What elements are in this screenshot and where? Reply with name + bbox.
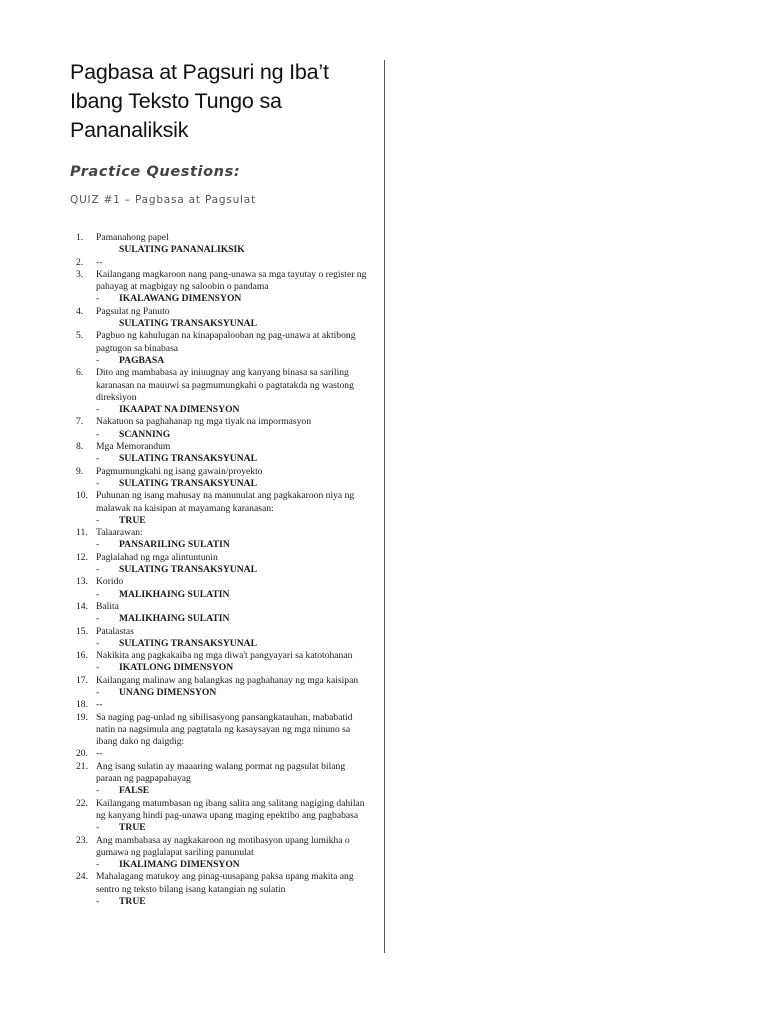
question-number: 20. (76, 748, 88, 760)
question-item (76, 675, 372, 700)
question-text: Korido (96, 576, 124, 588)
answer-dash: - (96, 686, 100, 698)
answer-line (96, 404, 372, 416)
answer-line (96, 687, 372, 699)
question-text: Sa naging pag-unlad ng sibilisasyong pansangkatauhan, mababatid natin na nagsimula ang pagtatala ng kasaysayan ng mga ninuno sa ibang dako ng daigdig: (96, 711, 353, 748)
practice-heading: Practice Questions: (70, 164, 241, 180)
question-text: Dito ang mambabasa ay iniuugnay ang kanyang binasa sa sariling karanasan na mauuwi sa pagmumungkahi o pagtatakda ng wastong direksiyon (96, 367, 354, 403)
answer-text: SULATING TRANSAKSYUNAL (119, 318, 257, 330)
question-item (76, 232, 372, 257)
question-text: Mga Memorandum (96, 441, 171, 453)
question-text: Nakikita ang pagkakaiba ng mga diwa't pangyayari sa katotohanan (96, 650, 353, 662)
answer-text: SULATING TRANSAKSYUNAL (119, 637, 257, 649)
answer-line (96, 515, 372, 527)
answer-line (96, 355, 372, 367)
answer-dash: - (96, 896, 100, 908)
question-item (76, 330, 372, 367)
question-number: 7. (76, 416, 84, 428)
question-item (76, 306, 372, 331)
answer-text: TRUE (119, 822, 146, 834)
answer-line (96, 822, 372, 834)
answer-line (96, 539, 372, 551)
answer-text: SULATING TRANSAKSYUNAL (119, 477, 257, 489)
answer-dash: - (96, 662, 100, 674)
question-item (76, 367, 372, 416)
answer-text: PANSARILING SULATIN (119, 539, 230, 551)
answer-line (96, 244, 372, 256)
answer-text: IKALIMANG DIMENSYON (119, 859, 240, 871)
question-text: Pagmumungkahi ng isang gawain/proyekto (96, 465, 263, 477)
answer-line (96, 293, 372, 305)
question-number: 14. (76, 600, 88, 612)
question-number: 12. (76, 551, 88, 563)
question-number: 9. (76, 465, 84, 477)
column-divider (384, 60, 385, 953)
answer-dash: - (96, 613, 100, 625)
question-text: Pagsulat ng Panuto (96, 305, 170, 317)
question-number: 6. (76, 367, 84, 379)
question-item (76, 257, 372, 269)
answer-text: SCANNING (119, 428, 171, 440)
question-text: Puhunan ng isang mahusay na manunulat ang pagkakaroon niya ng malawak na kaisipan at mayamang karanasan: (96, 490, 355, 514)
quiz1-list (76, 232, 372, 908)
quiz1-heading: QUIZ #1 – Pagbasa at Pagsulat (70, 194, 256, 206)
answer-text: IKALAWANG DIMENSYON (119, 293, 242, 305)
answer-dash: - (96, 514, 100, 526)
answer-text: IKATLONG DIMENSYON (119, 662, 234, 674)
question-item (76, 576, 372, 601)
question-text: Pagbuo ng kahulugan na kinapapalooban ng pag-unawa at aktibong pagtugon sa binabasa (96, 330, 356, 354)
answer-text: PAGBASA (119, 354, 165, 366)
answer-text: SULATING TRANSAKSYUNAL (119, 453, 257, 465)
answer-line (96, 638, 372, 650)
question-number: 8. (76, 441, 84, 453)
question-item (76, 441, 372, 466)
answer-line (96, 318, 372, 330)
answer-line (96, 453, 372, 465)
question-item (76, 601, 372, 626)
answer-line (96, 429, 372, 441)
question-text: Kailangang magkaroon nang pang-unawa sa mga tayutay o register ng pahayag at magbigay ng saloobin o pandama (96, 268, 367, 293)
question-number: 22. (76, 797, 88, 809)
answer-line (96, 589, 372, 601)
question-number: 4. (76, 305, 84, 317)
question-item (76, 416, 372, 441)
question-item (76, 626, 372, 651)
question-number: 19. (76, 711, 88, 723)
answer-text: TRUE (119, 514, 146, 526)
question-item (76, 835, 372, 872)
question-number: 21. (76, 760, 88, 772)
question-item (76, 269, 372, 306)
answer-dash: - (96, 822, 100, 834)
answer-dash: - (96, 453, 100, 465)
question-number: 16. (76, 650, 88, 662)
question-number: 11. (76, 527, 88, 539)
answer-dash: - (96, 785, 100, 797)
question-number: 3. (76, 268, 84, 280)
question-number: 23. (76, 834, 88, 846)
question-item (76, 761, 372, 798)
question-text: Balita (96, 600, 119, 612)
answer-dash: - (96, 354, 100, 366)
answer-dash: - (96, 293, 100, 305)
question-number: 5. (76, 330, 84, 342)
question-item (76, 552, 372, 577)
answer-text: UNANG DIMENSYON (119, 686, 217, 698)
answer-line (96, 564, 372, 576)
question-number: 13. (76, 576, 88, 588)
answer-text: SULATING TRANSAKSYUNAL (119, 564, 257, 576)
answer-dash: - (96, 588, 100, 600)
question-item (76, 699, 372, 711)
answer-dash: - (96, 428, 100, 440)
question-item (76, 871, 372, 908)
question-text: Kailangang malinaw ang balangkas ng paghahanay ng mga kaisipan (96, 674, 359, 686)
question-text: Paglalahad ng mga alintuntunin (96, 551, 218, 563)
question-number: 15. (76, 625, 88, 637)
question-item (76, 490, 372, 527)
question-text: Talaarawan: (96, 527, 143, 539)
question-item (76, 712, 372, 749)
question-number: 1. (76, 232, 84, 243)
question-text: Kailangang matumbasan ng ibang salita ang salitang nagiging dahilan ng kanyang hindi pag-unawa upang maging epektibo ang pagbabasa (96, 797, 365, 821)
question-number: 2. (76, 256, 84, 268)
answer-line (96, 478, 372, 490)
question-text: -- (96, 256, 103, 268)
question-item (76, 748, 372, 760)
question-item (76, 650, 372, 675)
question-text: Patalastas (96, 625, 134, 637)
answer-dash: - (96, 477, 100, 489)
answer-line (96, 896, 372, 908)
question-number: 18. (76, 699, 88, 711)
answer-text: SULATING PANANALIKSIK (119, 244, 245, 256)
question-number: 10. (76, 490, 88, 502)
answer-dash: - (96, 564, 100, 576)
question-text: Mahalagang matukoy ang pinag-uusapang paksa upang makita ang sentro ng teksto bilang isang katangian ng sulatin (96, 871, 354, 895)
question-item (76, 798, 372, 835)
answer-dash: - (96, 539, 100, 551)
answer-line (96, 662, 372, 674)
answer-text: FALSE (119, 785, 150, 797)
document-title: Pagbasa at Pagsuri ng Iba’t Ibang Teksto Tungo sa Pananaliksik (70, 60, 329, 142)
answer-dash: - (96, 859, 100, 871)
question-text: Ang isang sulatin ay maaaring walang pormat ng pagsulat bilang paraan ng pagpapahayag (96, 760, 346, 785)
answer-text: TRUE (119, 896, 146, 908)
answer-dash: - (96, 404, 100, 416)
question-text: -- (96, 699, 103, 711)
question-number: 17. (76, 674, 88, 686)
answer-line (96, 785, 372, 797)
answer-text: MALIKHAING SULATIN (119, 588, 230, 600)
answer-line (96, 613, 372, 625)
question-number: 24. (76, 871, 88, 883)
question-item (76, 527, 372, 552)
question-text: Pamanahong papel (96, 232, 169, 243)
answer-dash: - (96, 637, 100, 649)
question-text: -- (96, 748, 103, 760)
question-text: Nakatuon sa paghahanap ng mga tiyak na impormasyon (96, 416, 312, 428)
answer-text: MALIKHAING SULATIN (119, 613, 230, 625)
answer-line (96, 859, 372, 871)
answer-text: IKAAPAT NA DIMENSYON (119, 404, 240, 416)
question-item (76, 466, 372, 491)
question-text: Ang mambabasa ay nagkakaroon ng motibasyon upang lumikha o gumawa ng paglalapat sariling panunulat (96, 834, 350, 858)
